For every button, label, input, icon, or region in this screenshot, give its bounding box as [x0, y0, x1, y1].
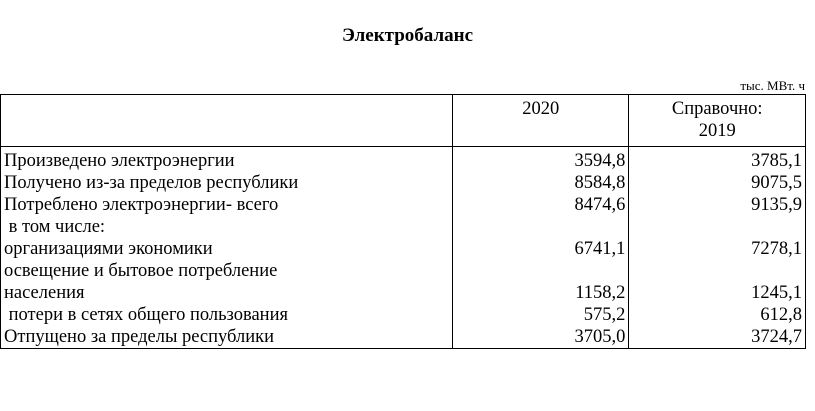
row-value-2020: 575,2 — [453, 304, 629, 326]
row-value-2020 — [453, 216, 629, 238]
row-value-2019: 1245,1 — [629, 282, 806, 304]
header-reference — [629, 95, 806, 147]
row-value-2020: 8474,6 — [453, 194, 629, 216]
row-label: Произведено электроэнергии — [1, 147, 453, 173]
row-label: потери в сетях общего пользования — [1, 304, 453, 326]
row-label: в том числе: — [1, 216, 453, 238]
row-value-2019: 3724,7 — [629, 326, 806, 349]
table-row — [1, 194, 806, 216]
table-row — [1, 216, 806, 238]
row-value-2019 — [629, 216, 806, 238]
row-value-2019: 9075,5 — [629, 172, 806, 194]
table-row — [1, 326, 806, 349]
header-2020: 2020 — [453, 95, 629, 147]
row-label: Потреблено электроэнергии- всего — [1, 194, 453, 216]
table-row — [1, 147, 806, 173]
row-value-2019: 612,8 — [629, 304, 806, 326]
table-row — [1, 238, 806, 260]
table-header-row — [1, 95, 806, 147]
row-value-2019: 3785,1 — [629, 147, 806, 173]
row-value-2019: 9135,9 — [629, 194, 806, 216]
header-reference-line1: Справочно: — [671, 99, 763, 119]
row-label: освещение и бытовое потребление — [1, 260, 453, 282]
electric-balance-table — [0, 94, 806, 349]
row-value-2020: 1158,2 — [453, 282, 629, 304]
page-title: Электробаланс — [341, 25, 473, 46]
row-label: организациями экономики — [1, 238, 453, 260]
header-label-cell — [1, 95, 453, 147]
row-value-2020 — [453, 260, 629, 282]
header-reference-line2: 2019 — [698, 121, 736, 141]
row-value-2020: 6741,1 — [453, 238, 629, 260]
row-value-2019 — [629, 260, 806, 282]
table-row — [1, 304, 806, 326]
table-row — [1, 260, 806, 282]
row-label: Получено из-за пределов республики — [1, 172, 453, 194]
units-label: тыс. МВт. ч — [740, 78, 805, 93]
row-value-2020: 3705,0 — [453, 326, 629, 349]
table-row — [1, 172, 806, 194]
row-label: населения — [1, 282, 453, 304]
row-value-2020: 8584,8 — [453, 172, 629, 194]
table-row — [1, 282, 806, 304]
row-label: Отпущено за пределы республики — [1, 326, 453, 349]
row-value-2019: 7278,1 — [629, 238, 806, 260]
row-value-2020: 3594,8 — [453, 147, 629, 173]
